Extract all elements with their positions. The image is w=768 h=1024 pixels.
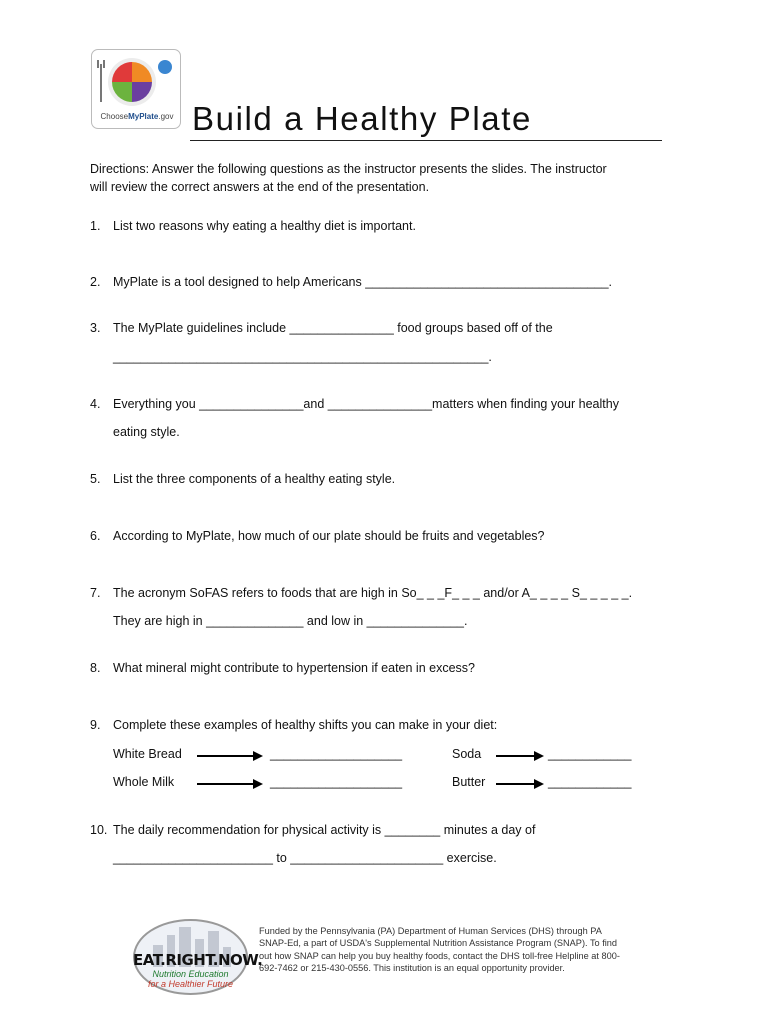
question-7-text: The acronym SoFAS refers to foods that are high in So_ _ _F_ _ _ and/or A_ _ _ _ S_ _ _ _ _. <box>113 586 633 600</box>
question-number: 4. <box>90 397 101 411</box>
logo-brand-text: ChooseMyPlate.gov <box>100 112 174 121</box>
question-1-text: List two reasons why eating a healthy diet is important. <box>113 219 416 233</box>
myplate-logo <box>91 49 181 129</box>
funding-statement: Funded by the Pennsylvania (PA) Department of Human Services (DHS) through PA SNAP-Ed, a part of USDA's Supplemental Nutrition Assistance Program (SNAP). To find out how SNAP can help you buy healthy foods, contact the DHS toll-free Helpline at 800-692-7462 or 215-430-0556. This institution is an equal opportunity provider. <box>259 926 620 973</box>
logo-sub-text-2: for a Healthier Future <box>147 979 234 989</box>
right-arrow-icon <box>197 751 263 761</box>
right-arrow-icon <box>496 779 544 789</box>
right-arrow-icon <box>496 751 544 761</box>
eat-right-now-logo <box>133 915 263 997</box>
question-10-text: The daily recommendation for physical activity is ________ minutes a day of <box>113 823 536 837</box>
question-3-text: The MyPlate guidelines include _______________ food groups based off of the <box>113 321 553 335</box>
page-title: Build a Healthy Plate <box>192 100 532 137</box>
question-2-text: MyPlate is a tool designed to help Americans ___________________________________. <box>113 275 613 289</box>
shift-from-white-bread: White Bread <box>113 747 182 761</box>
question-number: 7. <box>90 586 101 600</box>
question-number: 6. <box>90 529 101 543</box>
logo-sub-text-1: Nutrition Education <box>152 969 229 979</box>
shift-blank: ____________ <box>548 747 632 761</box>
question-8-text: What mineral might contribute to hypertension if eaten in excess? <box>113 661 475 675</box>
shift-from-whole-milk: Whole Milk <box>113 775 175 789</box>
question-3-text-line-2: ______________________________________________________. <box>113 350 492 364</box>
question-10-text-line-2: _______________________ to ______________________ exercise. <box>113 851 497 865</box>
logo-main-text: EAT.RIGHT.NOW. <box>133 951 263 969</box>
fork-handle <box>100 64 102 102</box>
question-number: 10. <box>90 823 108 837</box>
shift-from-soda: Soda <box>452 747 482 761</box>
shift-blank: ___________________ <box>270 747 403 761</box>
shift-blank: ___________________ <box>270 775 403 789</box>
question-number: 1. <box>90 219 101 233</box>
question-9-text: Complete these examples of healthy shifts you can make in your diet: <box>113 718 498 732</box>
question-number: 3. <box>90 321 101 335</box>
protein-segment <box>132 82 152 102</box>
right-arrow-icon <box>197 779 263 789</box>
directions-line-1: Directions: Answer the following questions as the instructor presents the slides. The instructor <box>90 162 607 176</box>
question-6-text: According to MyPlate, how much of our plate should be fruits and vegetables? <box>113 529 545 543</box>
question-5-text: List the three components of a healthy eating style. <box>113 472 396 486</box>
dairy-icon <box>158 60 172 74</box>
shift-blank: ____________ <box>548 775 632 789</box>
shift-from-butter: Butter <box>452 775 486 789</box>
question-number: 2. <box>90 275 101 289</box>
question-number: 9. <box>90 718 101 732</box>
question-7-text-line-2: They are high in ______________ and low in ______________. <box>113 614 468 628</box>
question-number: 5. <box>90 472 101 486</box>
question-4-text-line-2: eating style. <box>113 425 180 439</box>
title-underline <box>190 140 662 141</box>
directions-line-2: will review the correct answers at the end of the presentation. <box>90 180 430 194</box>
question-number: 8. <box>90 661 101 675</box>
question-4-text: Everything you _______________and _______________matters when finding your healthy <box>113 397 619 411</box>
